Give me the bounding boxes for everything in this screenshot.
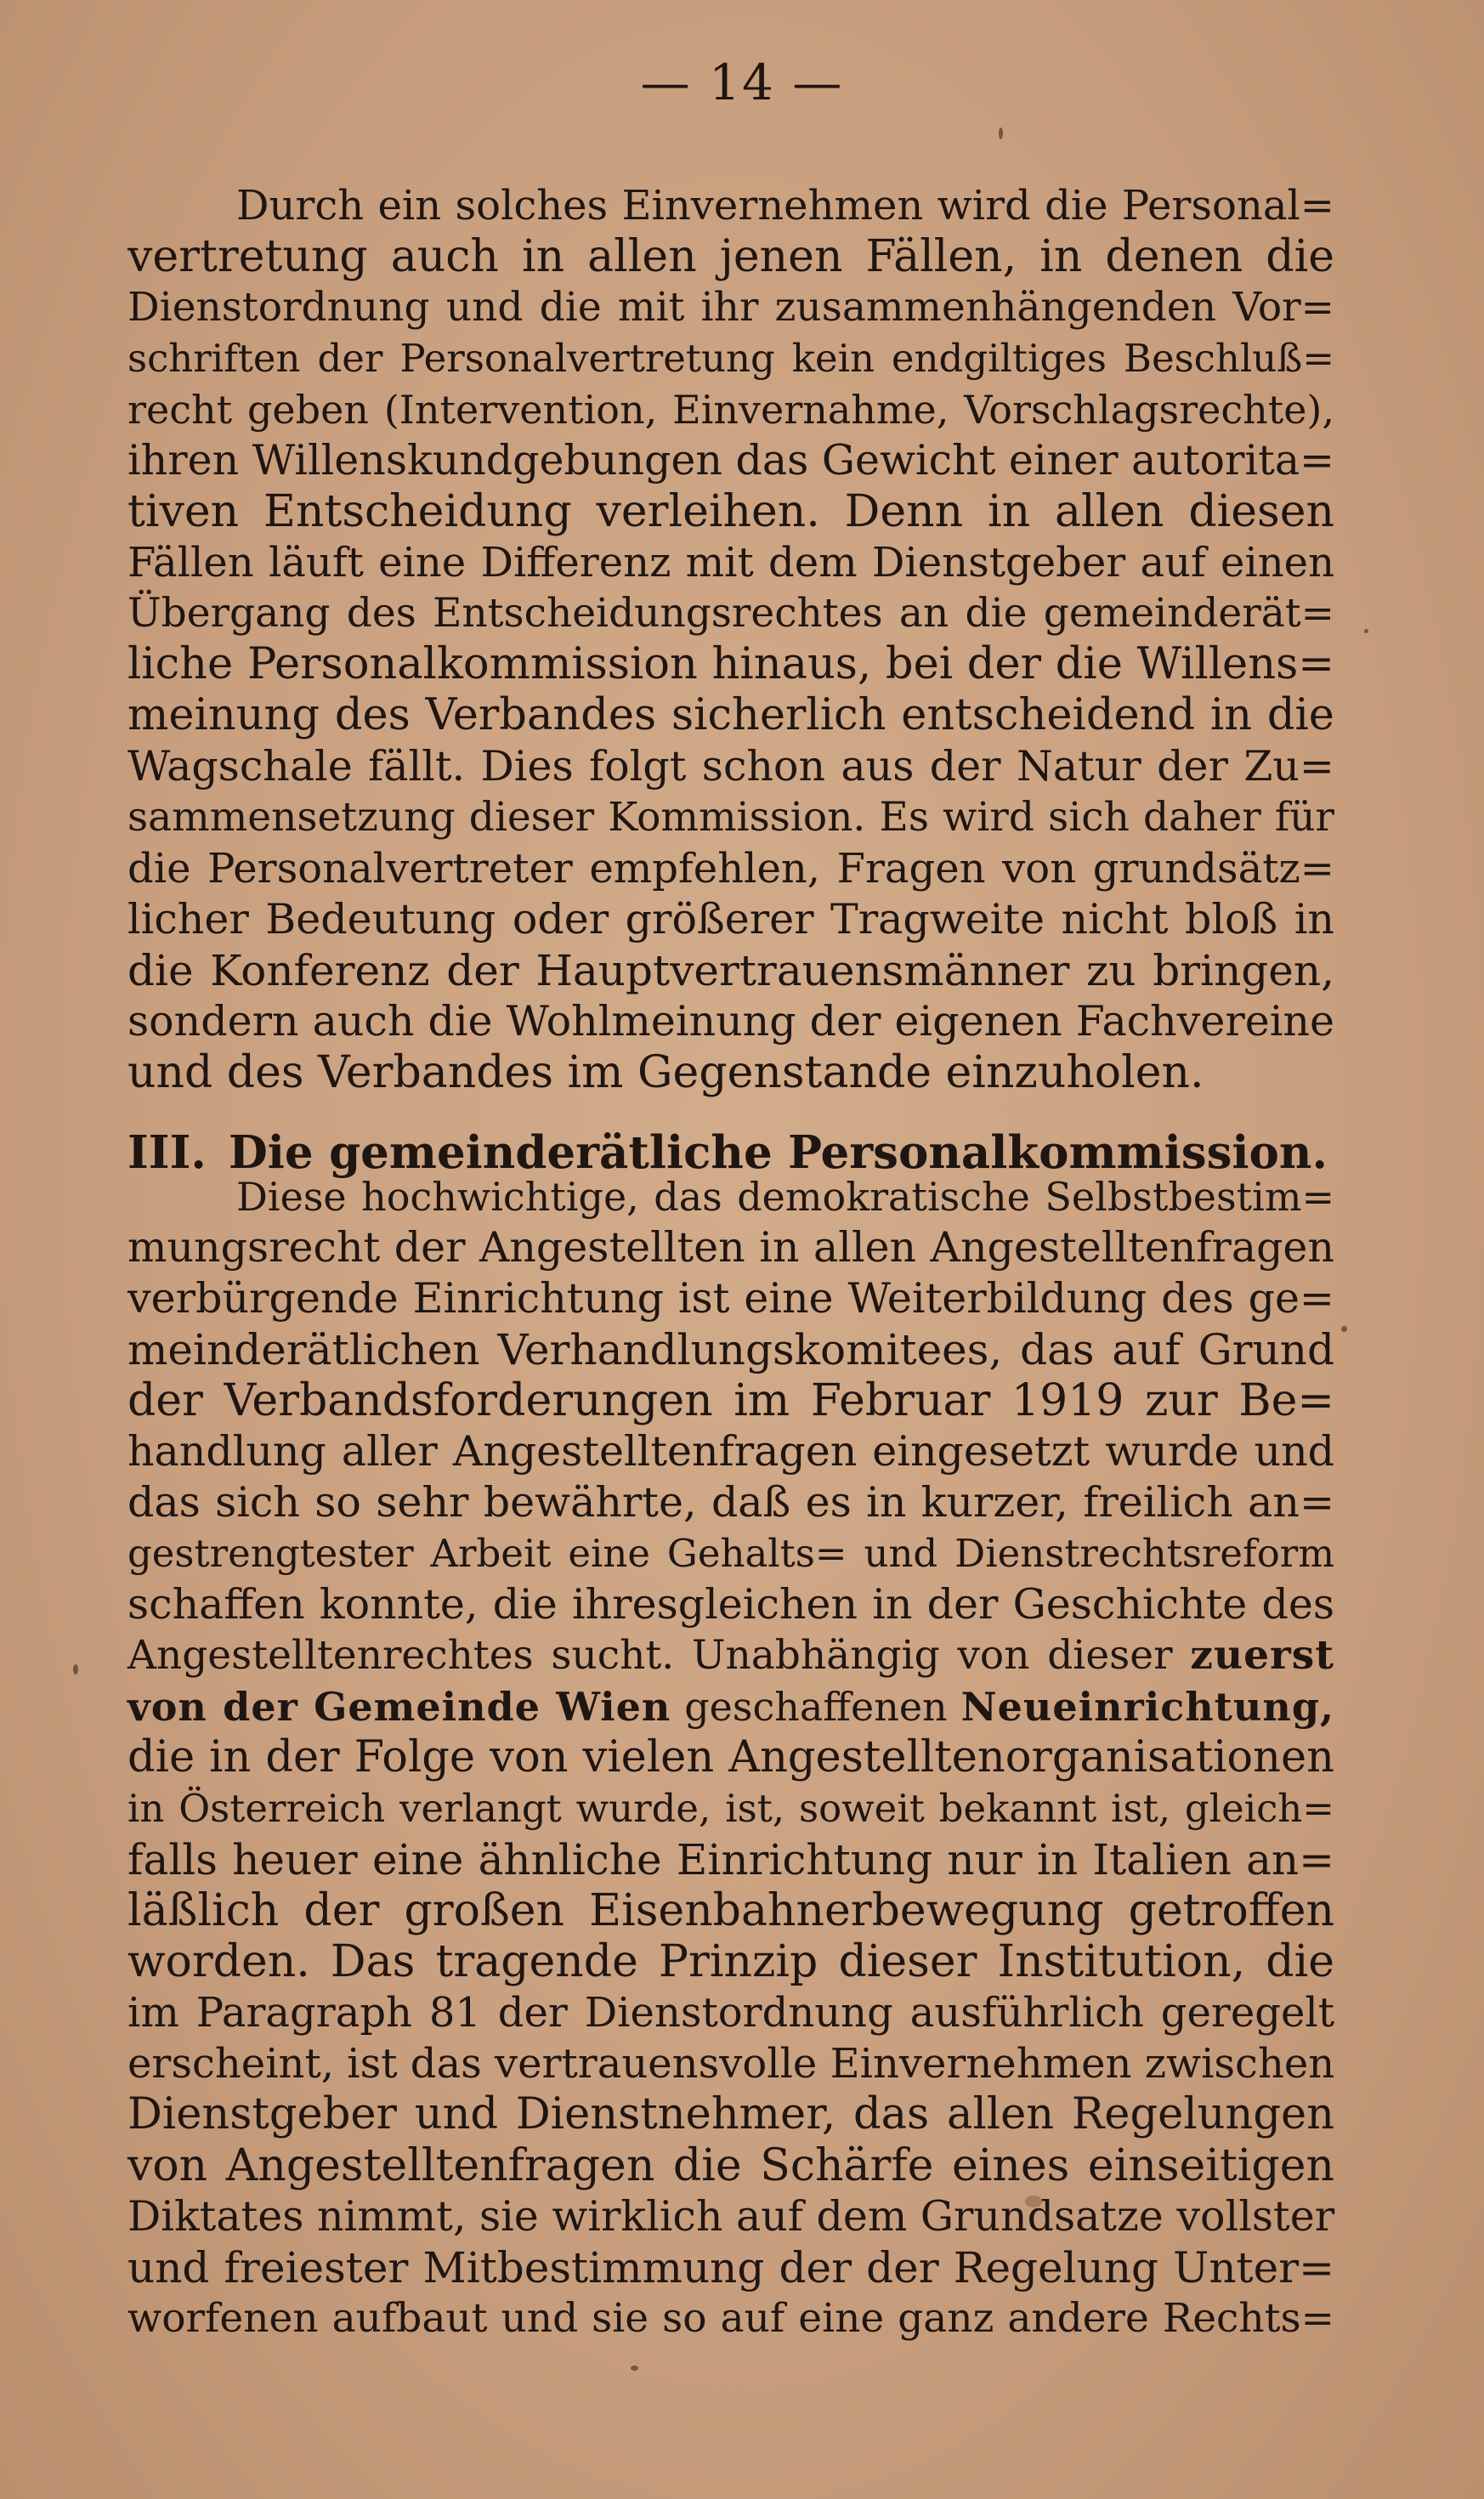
page-number: — 14 —: [640, 54, 844, 111]
text-line: verbürgende Einrichtung ist eine Weiterbildung des ge=: [127, 1274, 1334, 1323]
text-line: Fällen läuft eine Differenz mit dem Dienstgeber auf einen: [127, 539, 1334, 586]
paper-speck: [631, 2366, 638, 2371]
text-line: licher Bedeutung oder größerer Tragweite nicht bloß in: [127, 895, 1334, 944]
text-line: recht geben (Intervention, Einvernahme, Vorschlagsrechte),: [127, 387, 1334, 433]
section-title: Die gemeinderätliche Personalkommission.: [228, 1126, 1328, 1179]
text-line: die Konferenz der Hauptvertrauensmänner zu bringen,: [127, 946, 1334, 995]
paper-speck: [1364, 629, 1368, 633]
text-line: in Österreich verlangt wurde, ist, soweit bekannt ist, gleich=: [127, 1786, 1334, 1831]
text-line: mungsrecht der Angestellten in allen Angestelltenfragen: [127, 1223, 1334, 1272]
paper-speck: [999, 128, 1003, 139]
text-line: Wagschale fällt. Dies folgt schon aus der Natur der Zu=: [127, 742, 1334, 790]
text-line: vertretung auch in allen jenen Fällen, in denen die: [127, 231, 1334, 282]
text-line: von Angestelltenfragen die Schärfe eines einseitigen: [127, 2140, 1334, 2191]
text-line: Übergang des Entscheidungsrechtes an die gemeinderät=: [127, 590, 1334, 637]
text-line: sammensetzung dieser Kommission. Es wird sich daher für: [127, 794, 1334, 841]
text-line: das sich so sehr bewährte, daß es in kurzer, freilich an=: [127, 1478, 1334, 1527]
emphasis-text: von der Gemeinde Wien: [127, 1684, 671, 1730]
text-line: worfenen aufbaut und sie so auf eine ganz andere Rechts=: [127, 2295, 1334, 2342]
text-line: Diktates nimmt, sie wirklich auf dem Grundsatze vollster: [127, 2192, 1335, 2241]
paragraph-personalkommission: [127, 1171, 1334, 2344]
text-line: schaffen konnte, die ihresgleichen in der Geschichte des: [127, 1580, 1334, 1629]
text-line: Diese hochwichtige, das demokratische Selbstbestim=: [236, 1174, 1334, 1220]
text-line: ihren Willenskundgebungen das Gewicht einer autorita=: [127, 436, 1335, 484]
text-line: handlung aller Angestelltenfragen eingesetzt wurde und: [127, 1427, 1334, 1476]
text-line: und freiester Mitbestimmung der der Regelung Unter=: [127, 2243, 1334, 2292]
text-line: Durch ein solches Einvernehmen wird die Personal=: [236, 182, 1334, 230]
line-text: geschaffenen: [671, 1684, 961, 1730]
paper-speck: [1341, 1326, 1347, 1332]
text-line: falls heuer eine ähnliche Einrichtung nur in Italien an=: [127, 1835, 1334, 1884]
text-line: Dienstordnung und die mit ihr zusammenhängenden Vor=: [127, 284, 1334, 331]
paper-speck: [73, 1664, 78, 1674]
text-line: im Paragraph 81 der Dienstordnung ausführlich geregelt: [127, 1989, 1334, 2037]
text-line: meinderätlichen Verhandlungskomitees, das auf Grund: [127, 1325, 1334, 1374]
emphasis-text: Neueinrichtung,: [960, 1684, 1334, 1730]
section-numeral: III.: [127, 1126, 207, 1179]
text-line-emphasis: [127, 1630, 1334, 1681]
text-line: und des Verbandes im Gegenstande einzuholen.: [127, 1047, 1204, 1098]
text-line: die in der Folge von vielen Angestelltenorganisationen: [127, 1732, 1334, 1782]
paragraph-personalvertretung: [127, 180, 1334, 1098]
text-line: meinung des Verbandes sicherlich entscheidend in die: [127, 690, 1334, 740]
text-line: Dienstgeber und Dienstnehmer, das allen Regelungen: [127, 2089, 1334, 2139]
text-line: worden. Das tragende Prinzip dieser Institution, die: [127, 1936, 1334, 1987]
text-line: schriften der Personalvertretung kein endgiltiges Beschluß=: [127, 336, 1334, 381]
text-line: erscheint, ist das vertrauensvolle Einvernehmen zwischen: [127, 2040, 1335, 2088]
text-line: läßlich der großen Eisenbahnerbewegung getroffen: [127, 1885, 1334, 1936]
text-line-emphasis: [127, 1681, 1334, 1732]
text-line: sondern auch die Wohlmeinung der eigenen Fachvereine: [127, 997, 1334, 1046]
text-line: gestrengtester Arbeit eine Gehalts= und Dienstrechtsreform: [127, 1531, 1334, 1576]
emphasis-text: zuerst: [1190, 1632, 1334, 1679]
text-line: liche Personalkommission hinaus, bei der die Willens=: [127, 639, 1334, 689]
text-line: der Verbandsforderungen im Februar 1919 zur Be=: [127, 1375, 1334, 1426]
text-line: tiven Entscheidung verleihen. Denn in allen diesen: [127, 486, 1334, 537]
line-text: Angestelltenrechtes sucht. Unabhängig von dieser: [127, 1632, 1173, 1679]
text-line: die Personalvertreter empfehlen, Fragen von grundsätz=: [127, 845, 1334, 892]
